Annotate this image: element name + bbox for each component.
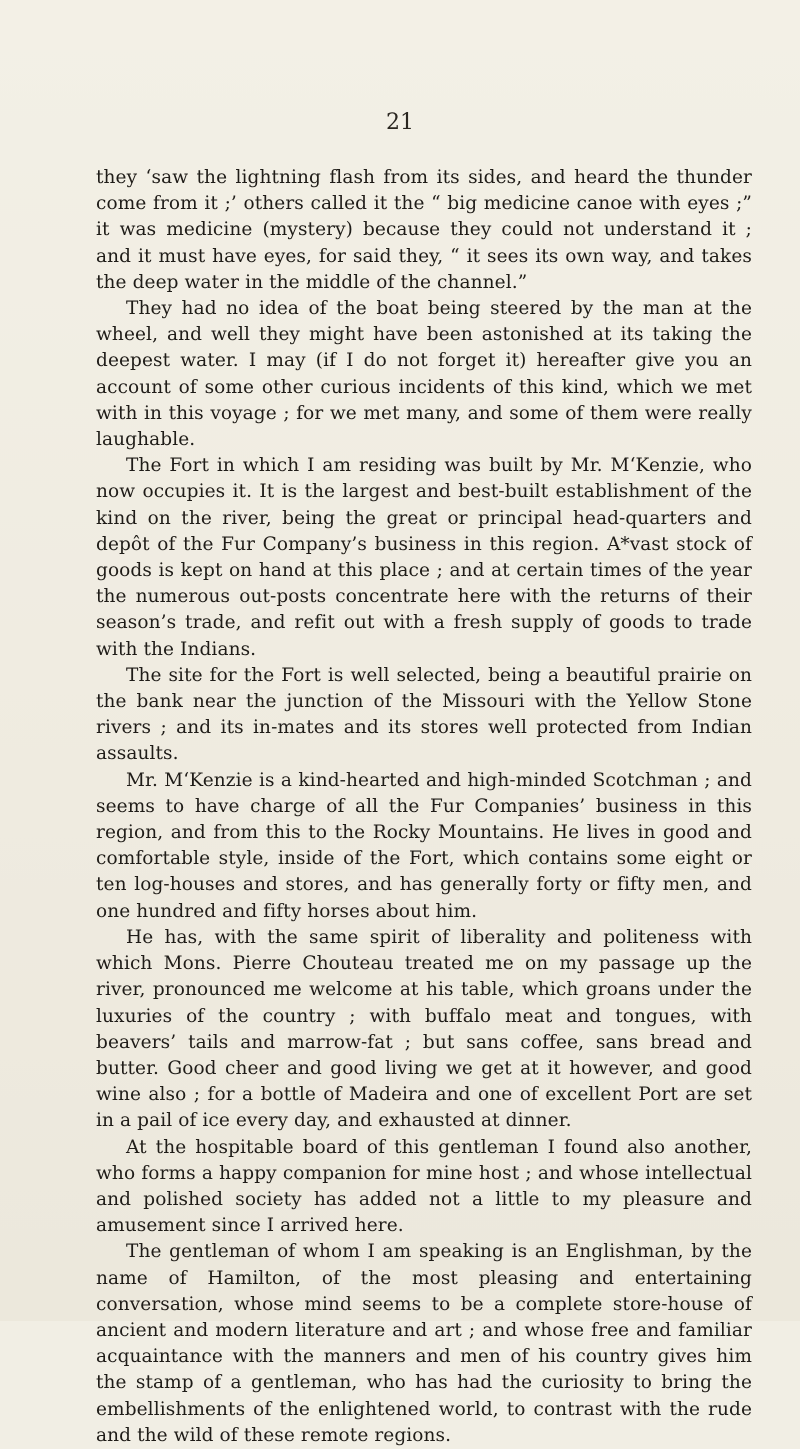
paragraph-6: He has, with the same spirit of liberality and politeness with which Mons. Pierre Chouteau treated me on my passage up the river, pronounced me welcome at his table, which groans under the luxuries of the country ; with buffalo meat and tongues, with beavers’ tails and marrow-fat ; but sans coffee, sans bread and butter. Good cheer and good living we get at it however, and good wine also ; for a bottle of Madeira and one of excellent Port are set in a pail of ice every day, and exhausted at dinner. <box>96 926 752 1132</box>
paragraph-1: they ‘saw the lightning flash from its sides, and heard the thunder come from it ;’ others called it the “ big medicine canoe with eyes ;” it was medicine (mystery) because they could not understand it ; and it must have eyes, for said they, “ it sees its own way, and takes the deep water in the middle of the channel.” <box>96 167 752 293</box>
paragraph-5: Mr. M‘Kenzie is a kind-hearted and high-minded Scotchman ; and seems to have charge of all the Fur Companies’ business in this region, and from this to the Rocky Mountains. He lives in good and comfortable style, inside of the Fort, which contains some eight or ten log-houses and stores, and has generally forty or fifty men, and one hundred and fifty horses about him. <box>96 769 752 922</box>
paragraph-4: The site for the Fort is well selected, being a beautiful prairie on the bank near the junction of the Missouri with the Yellow Stone rivers ; and its in-mates and its stores well protected from Indian assaults. <box>96 664 752 765</box>
paragraph-2: They had no idea of the boat being steered by the man at the wheel, and well they might have been astonished at its taking the deepest water. I may (if I do not forget it) hereafter give you an account of some other curious incidents of this kind, which we met with in this voyage ; for we met many, and some of them were really laughable. <box>96 298 752 451</box>
paragraph-3: The Fort in which I am residing was built by Mr. M‘Kenzie, who now occupies it. It is the largest and best-built establishment of the kind on the river, being the great or principal head-quarters and depôt of the Fur Company’s business in this region. A*vast stock of goods is kept on hand at this place ; and at certain times of the year the numerous out-posts concentrate here with the returns of their season’s trade, and refit out with a fresh supply of goods to trade with the Indians. <box>96 455 752 660</box>
paragraph-7: At the hospitable board of this gentleman I found also another, who forms a happy companion for mine host ; and whose intellectual and polished society has added not a little to my pleasure and amusement since I arrived here. <box>96 1136 752 1237</box>
page-number: 21 <box>386 110 414 135</box>
paragraph-8: The gentleman of whom I am speaking is an Englishman, by the name of Hamilton, of the most pleasing and entertaining conversation, whose mind seems to be a complete store-house of ancient and modern literature and art ; and whose free and familiar acquaintance with the manners and men of his country gives him the stamp of a gentleman, who has had the curiosity to bring the embellishments of the enlightened world, to contrast with the rude and the wild of these remote regions. <box>96 1241 752 1446</box>
body-text <box>96 165 752 1449</box>
